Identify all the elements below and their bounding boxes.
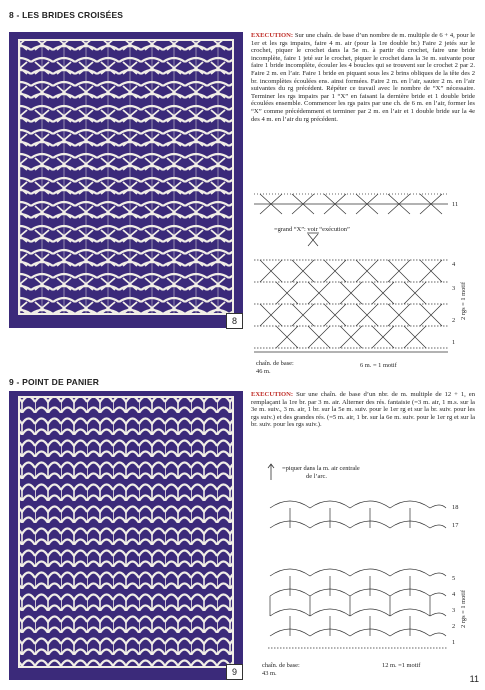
base-chain-9: chaîn. de base: [262,662,300,669]
section-9-instructions [251,391,475,429]
legend-9-line2: de l’arc. [306,473,327,480]
row-label-9-2: 2 [452,623,456,630]
crochet-photo-9 [9,391,243,680]
motif-9: 12 m. =1 motif [382,662,421,669]
row-label-9-5: 5 [452,575,456,582]
base-count-9: 43 m. [262,670,277,677]
row-label-8-11: 11 [452,201,459,208]
section-9-title: 9 - POINT DE PANIER [9,377,100,387]
execution-text: Sur une chaîn. de base d’un nombre de m. multiple de 6 + 4, pour le 1er et les rgs impairs, faire 4 m. air (pour la 1re double br.) Faire 2 jetés sur le crochet, piquer le crochet dans la 5e m. à partir du crochet, faire une bride incomplète, faire 1 jeté sur le crochet, piquer le crochet dans la 3e m. suivante pour faire 1 bride incomplète, écouler les 4 boucles qui se trouvent sur le crochet 2 par 2. Faire 2 m. en l’air. Faire 1 bride en piquant sous les 2 brins obliques de la tête des 2 br. incomplètes écoulées ens. ainsi formées. Faire 2 m. en l’air, sauter 2 m. en l’air suivantes du rg précédent. Répéter ce travail avec le nombre de “X” nécessaire. Terminer les rgs impairs par 1 “X” en faisant la dernière bride et 1 double bride écoulées ensemble. Commencer les rgs pairs par une ch. de 6 m. en l’air, former les “X” comme précédemment et terminer par 2 m. en l’air et 1 double bride sur la 4e des 4 m. en l’air du rg précédent. [251,32,475,123]
row-label-8-2: 2 [452,317,456,324]
row-label-9-18: 18 [452,504,459,511]
execution-text: Sur une chaîn. de base d’un nbr. de m. multiple de 12 + 1, en remplaçant la 1re br. par 3 m. air. Alterner des rés. fantaisie (=3 m. air, 1 m.s. sur la 3e m. suiv., 3 m. air, 1 br. sur la 5e m. suiv. pour le 1er rg et sur la br. suiv. pour les rgs suiv.) et des grandes rés. (=5 m. air, 1 br. sur la 6e m. suiv. pour le 1er rg et sur la br. suiv. pour les rgs suiv.). [251,391,475,429]
row-label-9-4: 4 [452,591,456,598]
row-label-9-3: 3 [452,607,456,614]
row-label-9-17: 17 [452,522,459,529]
row-label-8-3: 3 [452,285,456,292]
row-label-8-4: 4 [452,261,456,268]
row-label-8-1: 1 [452,339,456,346]
crochet-photo-8 [9,32,243,328]
crochet-chart-8 [252,190,452,366]
photo-number-8: 8 [226,313,243,329]
photo-number-9: 9 [226,664,243,680]
crossed-trebles-lace-image [9,32,243,328]
base-count-8: 46 m. [256,368,271,375]
repeat-label-9: 2 rgs = 1 motif [460,590,467,628]
execution-label: EXECUTION: [251,32,294,39]
legend-9-line1: =piquer dans la m. air centrale [282,465,360,472]
crochet-chart-9 [266,498,450,658]
legend-insertion-icon [265,462,277,482]
page-number: 11 [469,674,479,684]
section-8-instructions [251,32,475,123]
motif-8: 6 m. = 1 motif [360,362,397,369]
legend-8: =grand “X”: voir “exécution” [274,226,350,233]
basket-stitch-lace-image [9,391,243,680]
row-label-9-1: 1 [452,639,456,646]
base-chain-8: chaîn. de base: [256,360,294,367]
execution-label: EXECUTION: [251,391,294,398]
section-8-title: 8 - LES BRIDES CROISÉES [9,10,124,20]
repeat-label-8: 2 rgs = 1 motif [460,282,467,320]
